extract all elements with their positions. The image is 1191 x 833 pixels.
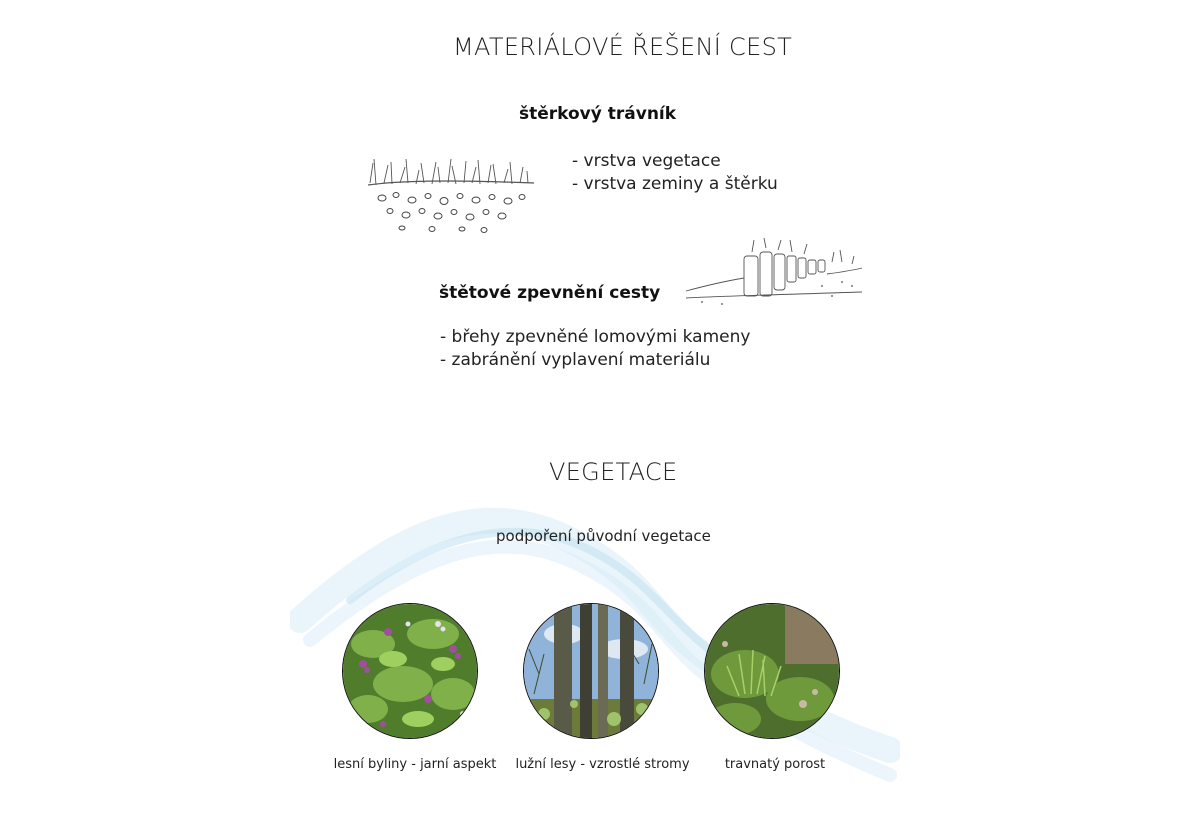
floodplain-forest-photo [523,603,659,739]
bank-reinforcement-bullet: - břehy zpevněné lomovými kameny [440,327,751,347]
forest-herbs-photo [342,603,478,739]
gravel-lawn-heading: štěrkový trávník [519,104,677,124]
photo-caption: lužní lesy - vzrostlé stromy [515,757,690,772]
bank-reinforcement-sketch [682,236,867,311]
materials-title: MATERIÁLOVÉ ŘEŠENÍ CEST [453,33,793,61]
photo-caption: lesní byliny - jarní aspekt [333,757,497,772]
gravel-lawn-bullet: - vrstva zeminy a štěrku [572,174,778,194]
bank-reinforcement-heading: štětové zpevnění cesty [439,283,661,303]
gravel-lawn-bullets [572,150,778,196]
bank-reinforcement-bullet: - zabránění vyplavení materiálu [440,350,711,370]
bank-reinforcement-bullets [440,326,750,372]
grassland-photo [704,603,840,739]
vegetation-title: VEGETACE [549,458,678,486]
gravel-lawn-bullet: - vrstva vegetace [572,151,721,171]
vegetation-subtitle: podpoření původní vegetace [496,527,711,545]
gravel-lawn-sketch [362,143,542,243]
photo-caption: travnatý porost [724,757,826,772]
